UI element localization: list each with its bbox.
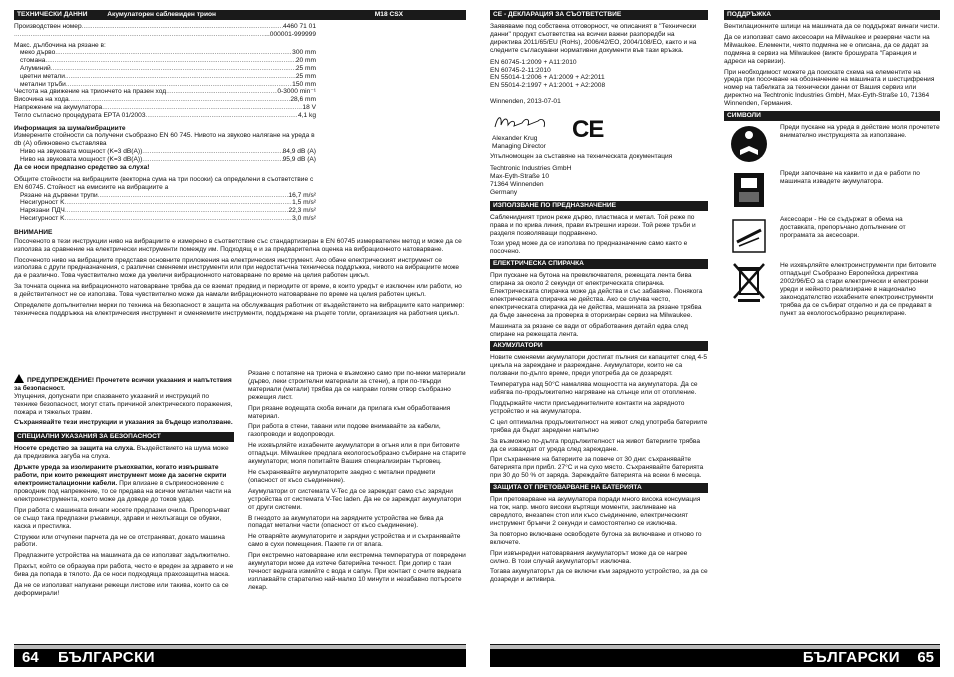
right-column-1 <box>490 10 708 587</box>
attention-para: Посоченото ниво на вибрациите представя основните приложения на електрическия инструмент. Ако обаче електрическият инструмент се използва с други предназначения, с различни сменяеми инструменти или при недостатъчна техническа поддръжка, нивото на вибрациите може да е различно. Това чувствително може да увеличи вибрационното натоварване по време на целия работен цикъл. <box>14 256 460 280</box>
ce-address <box>490 165 708 197</box>
battery-para: При съхранение на батериите за повече от 30 дни: съхранявайте батерията при прибл. 27°C и на сухо място. Съхранявайте батерията при 30 до 50 % от заряда. Зареждайте батерията на всеки 6 месеца. <box>490 456 704 480</box>
support-para: Да се използват само аксесоари на Milwaukee и резервни части на Milwaukee. Елементи, чиято подмяна не е описана, да се дадат за подмяна в сервиз на Milwaukee (вижте брошурата "Гаранция и адреси на сервизи). <box>724 33 930 65</box>
brake-para: Машината за рязане се вади от обработвания детайл едва след спиране на режещата лента. <box>490 322 688 338</box>
tech-rows <box>14 23 316 223</box>
tech-row: Честота на движение на триончето на празен ход ..... 0-3000 min⁻¹ <box>14 88 316 96</box>
read-manual-icon <box>724 124 774 164</box>
tech-row: Макс. дълбочина на рязане в: <box>14 41 106 49</box>
tech-row: Алуминий ..... 25 mm <box>14 65 316 73</box>
attention-para: Определете допълнителни мерки по техника на безопасност в защита на обслужващия работник от въздействието на вибрациите като например: техническа поддръжка на електрическия инструмент и сменяемите инструменти, поддържане на ръцете топли, организация на работния цикъл. <box>14 302 465 317</box>
symbol-text: Аксесоари - Не се съдържат в обема на доставката, препоръчано допълнение от програмата за аксесоари. <box>780 216 906 239</box>
tech-data-title: ТЕХНИЧЕСКИ ДАННИ <box>17 11 88 18</box>
tech-row: цветни метали ..... 25 mm <box>14 73 316 81</box>
tech-row: Тегло съгласно процедурата EPTA 01/2003 ..... 4,1 kg <box>14 112 316 120</box>
right-footer <box>490 644 940 670</box>
symbol-item <box>724 262 940 317</box>
tech-row: ..... ...000001-999999 <box>14 31 316 39</box>
overload-para: Тогава акумулаторът да се включи към зарядното устройство, за да се дозареди и активира. <box>490 568 708 584</box>
support-para: Вентилационните шлици на машината да се поддържат винаги чисти. <box>724 23 940 30</box>
safety-para: Акумулатори от системата V-Tec да се зареждат само със зарядни устройства от системата V-Tec laden. Да не се зареждат акумулатори от други системи. <box>248 487 462 511</box>
noise-title: Информация за шума/вибрациите <box>14 124 126 132</box>
ce-auth: Упълномощен за съставяне на техническата документация <box>490 153 673 161</box>
right-page <box>490 10 940 670</box>
safety-column <box>14 374 234 601</box>
safety-para: При екстремно натоварване или екстремна температура от повредени акумулатори може да изтече батерийна течност. При допир с тази течност веднага измийте с вода и сапун. При контакт с очите веднага изплаквайте старателно най-малко 10 минути и незабавно потърсете лекар. <box>248 552 466 591</box>
special-para: Да не се използват напукани режещи листове или такива, които са се деформирали! <box>14 582 229 597</box>
support-header: ПОДДРЪЖКА <box>724 10 940 20</box>
special-para: Носете средство за защита на слуха. Въздействието на шума може да предизвика загуба на слуха. <box>14 445 229 461</box>
battery-para: Поддържайте чисти присъединителните контакти на зарядното устройство и на акумулатора. <box>490 400 685 415</box>
special-para: При работа с машината винаги носете предпазни очила. Препоръчват се също така предпазни ръкавици, здрави и нехлъзгащи се обувки, каска и престилка. <box>14 506 231 530</box>
symbol-item <box>724 216 940 256</box>
signature-image <box>492 111 552 133</box>
safety-para: Рязане с потапяне на триона е възможно само при по-меки материали (дърво, леки строителни материали за стени), а при по-твърди материали (метали) трябва да се направи голям отвор съобразно режещия лист. <box>248 370 466 401</box>
battery-para: Новите сменяеми акумулатори достигат пълния си капацитет след 4-5 цикъла на зареждане и разреждане. Акумулатори, които не са ползвани по-дълго време, преди употреба да се дозаредят. <box>490 354 708 378</box>
warning-keep: Съхранявайте тези инструкции и указания за бъдещо използване. <box>14 418 233 426</box>
special-safety-header: СПЕЦИАЛНИ УКАЗАНИЯ ЗА БЕЗОПАСНОСТ <box>14 432 234 442</box>
safety-para: Не отваряйте акумулаторите и зарядни устройства и и съхранявайте само в сухи помещения. Пазете ги от влага. <box>248 533 461 549</box>
ce-standard: EN 60745-1:2009 + A11:2010 <box>490 58 577 66</box>
page-number: 65 <box>917 649 934 666</box>
remove-battery-icon <box>724 170 774 210</box>
tech-row: метални тръби ..... 150 mm <box>14 81 316 89</box>
page-number: 64 <box>22 649 39 666</box>
vib-row: Нарязани ПДЧ ..... 22,3 m/s² <box>14 207 316 215</box>
address-line: Max-Eyth-Straße 10 <box>490 172 549 180</box>
signer-role: Managing Director <box>492 143 546 151</box>
special-para: Прахът, който се образува при работа, често е вреден за здравето и не бива да попада в тялото. Да се носи подходяща прахозащитна маска. <box>14 563 234 579</box>
signature-block <box>490 109 708 151</box>
attention-para: За точната оценка на вибрационното натоварване трябва да се вземат предвид и периодите от време, в които уредът е изключен или работи, но в действителност не се използва. Това чувствително може да намали вибрационното натоварване по време на целия работен цикъл. <box>14 283 462 299</box>
overload-para: При претоварване на акумулатора поради много висока консумация на ток, напр. много високи въртящи моменти, заклинване на свредлото, внезапен стоп или късо съединение, електрическият инструмент бръмчи 2 секунди и самостоятелно се изключва. <box>490 496 701 527</box>
overload-para: При извънредни натоварвания акумулаторът може да се нагрее силно. В този случай акумулаторът изключва. <box>490 549 688 565</box>
symbol-text: Преди пускане на уреда в действие моля прочетете внимателно инструкцията за използване. <box>780 124 940 139</box>
support-para: При необходимост можете да поискате схема на елементите на уреда при посочване на обозначение на машината и шестцифрения номер на табелката за технически данни от Вашия сервиз или директно на Techtronic Industries GmbH, Max-Eyth-Straße 10, 71364 Winnenden, Германия. <box>724 68 935 108</box>
tech-row: Производствен номер ..... 4460 71 01 <box>14 23 316 31</box>
ce-standard: EN 55014-1:2006 + A1:2009 + A2:2011 <box>490 74 605 82</box>
symbol-text: Преди започване на каквито и да е работи по машината извадете акумулатора. <box>780 170 920 185</box>
noise-text: Измерените стойности са получени съобразно EN 60 745. Нивото на звуково налягане на уреда в db (A) обикновено съставлява <box>14 132 315 148</box>
ce-text: Заявяваме под собствена отговорност, че описаният в "Технически данни" продукт съответства на всички важни разпоредби на директива 2011/65/EU (RoHs), 2006/42/EO, 2004/108/ЕО, както и на следните съгласувани нормативни документи във тази връзка. <box>490 23 697 54</box>
use-para: Сабленидният трион реже дърво, пластмаса и метал. Той реже по права и по крива линия, прави вътрешни изрези. Той реже тръби и разделя позволяващи подравнено. <box>490 213 696 237</box>
battery-para: Температура над 50°C намалява мощността на акумулатора. Да се избягва по-продължително нагряване на слънце или от отопление. <box>490 381 698 397</box>
symbol-text: Не изхвърляйте електроинструменти при битовите отпадъци! Съобразно Европейска директива 2002/96/ЕО за стари електрически и електронни уреди и нейното реализиране в национално законодателство изхабените електроинструменти трябва да се събират отделно и да се предават в пункт за екологосъобразно рециклиране. <box>780 262 937 317</box>
safety-para: В гнездото за акумулатори на зарядните устройства не бива да попадат метални части (опасност от късо съединение). <box>248 514 444 530</box>
tech-row: Напрежение на акумулатора ..... 18 V <box>14 104 316 112</box>
special-para: Стружки или отчупени парчета да не се отстраняват, докато машина работи. <box>14 533 225 549</box>
overload-header: ЗАЩИТА ОТ ПРЕТОВАРВАНЕ НА БАТЕРИЯТА <box>490 483 708 493</box>
safety-para: При работа в стени, тавани или подове внимавайте за кабели, газопроводи и водопроводи. <box>248 423 441 439</box>
ce-mark: CE <box>572 116 604 144</box>
use-header: ИЗПОЛЗВАНЕ ПО ПРЕДНАЗНАЧЕНИЕ <box>490 201 708 211</box>
ce-standard: EN 55014-2:1997 + A1:2001 + A2:2008 <box>490 82 606 90</box>
safety-column-2 <box>248 370 466 595</box>
special-para: Дръжте уреда за изолираните ръкохватки, когато извършвате работи, при които режещият инструмент може да засегне скрити електроинсталационни кабели. При влизане в съприкосновение с проводник под напрежение, то се предава на всички метални части на електроинструмента, което може да доведе до токов удар. <box>14 464 232 503</box>
safety-para: При рязане водещата скоба винаги да прилага към обработвания материал. <box>248 404 451 420</box>
signer-name: Alexander Krug <box>492 135 538 143</box>
battery-para: За възможно по-дълга продължителност на живот батериите трябва да се изваждат от уреда след зареждане. <box>490 437 701 453</box>
left-footer <box>14 644 466 670</box>
symbols-header: СИМВОЛИ <box>724 111 940 121</box>
attention-title: ВНИМАНИЕ <box>14 228 53 236</box>
attention-para: Посоченото в тези инструкции ниво на вибрациите е измерено в съответствие със стандартизиран в EN 60745 измервателен метод и може да се използва за сравнение на електрически инструменти помежду им. Подходящ е и за предварителна оценка на вибрационното натоварване. <box>14 237 462 253</box>
tech-data-section <box>14 10 466 321</box>
right-column-2 <box>724 10 940 323</box>
vib-row: Несигурност K ..... 3,0 m/s² <box>14 215 316 223</box>
page-language: БЪЛГАРСКИ <box>802 649 900 666</box>
ce-header: СЕ - ДЕКЛАРАЦИЯ ЗА СЪОТВЕТСТВИЕ <box>490 10 708 20</box>
address-line: Techtronic Industries GmbH <box>490 165 572 173</box>
left-page <box>14 10 466 670</box>
tech-data-subtitle: Акумулаторен саблевиден трион <box>107 11 217 18</box>
safety-para: Не съхранявайте акумулаторите заедно с метални предмети (опасност от късо съединение). <box>248 468 436 484</box>
attention-section <box>14 229 466 318</box>
tech-row: Височина на хода ..... 28,6 mm <box>14 96 316 104</box>
brake-para: При пускане на бутона на превключвателя, режещата лента бива спирана за около 2 секунди от електрическата спирачка. Електрическата спирачка може да действа и със забавяне. Понякога електрическата спирачка не действа. Ако се случва често, електрическата спирачка да не действа, машината за рязане трябва да бъде занесена за проверка в оторизиран сервиз на Milwaukee. <box>490 272 703 319</box>
battery-para: С цел оптимална продължителност на живот след употреба батериите трябва да бъдат заредени напълно <box>490 418 708 434</box>
brake-header: ЕЛЕКТРИЧЕСКА СПИРАЧКА <box>490 259 708 269</box>
symbol-item <box>724 124 940 164</box>
vibration-text: Общите стойности на вибрациите (векторна сума на три посоки) са определени в съответствие с EN 60745. Стойност на емисиите на вибрациите a <box>14 175 314 191</box>
noise-row: Ниво на звуковата мощност (K=3 dB(A)) ..... 95,9 dB (A) <box>14 156 316 164</box>
ear-protection-note: Да се носи предпазно средство за слуха! <box>14 163 150 171</box>
battery-header: АКУМУЛАТОРИ <box>490 341 708 351</box>
address-line: Germany <box>490 188 518 196</box>
accessory-icon <box>724 216 774 256</box>
overload-para: За повторно включване освободете бутона за включване и отново го включете. <box>490 530 702 546</box>
vib-row: Рязане на дървени трупи ..... 16,7 m/s² <box>14 192 316 200</box>
symbol-item <box>724 170 940 210</box>
safety-para: Не изхвърляйте изхабените акумулатори в огъня или в при битовите отпадъци. Milwaukee предлага екологосъобразно събиране на старите акумулатори; моля попитайте Вашия специализиран търговец. <box>248 442 466 466</box>
tech-row: меко дърво ..... 300 mm <box>14 49 316 57</box>
warning-title: ПРЕДУПРЕЖДЕНИЕ! Прочетете всички указания и напътствия за безопасност. <box>14 374 234 393</box>
page-language: БЪЛГАРСКИ <box>58 649 156 666</box>
tech-data-header <box>14 10 466 20</box>
special-para: Предпазните устройства на машината да се използват задължително. <box>14 552 230 560</box>
model-name: M18 CSX <box>374 11 403 18</box>
vib-row: Несигурност K ..... 1,5 m/s² <box>14 199 316 207</box>
tech-row: стомана ..... 20 mm <box>14 57 316 65</box>
ce-standard: EN 60745-2-11:2010 <box>490 66 551 74</box>
warning-text: Упущения, допуснати при спазването указаний и инструкций по технике безопасност, могут стать причиной электрического поражения, пожара и тяжелых травм. <box>14 392 233 416</box>
crossed-bin-icon <box>724 262 774 302</box>
address-line: 71364 Winnenden <box>490 180 544 188</box>
warning-icon <box>14 374 24 383</box>
ce-standards <box>490 59 708 91</box>
ce-place-date: Winnenden, 2013-07-01 <box>490 98 561 106</box>
noise-row: Ниво на звуковата мощност (K=3 dB(A)) ..... 84,9 dB (A) <box>14 148 316 156</box>
use-para: Този уред може да се използва по предназначение само както е посочено. <box>490 240 688 256</box>
